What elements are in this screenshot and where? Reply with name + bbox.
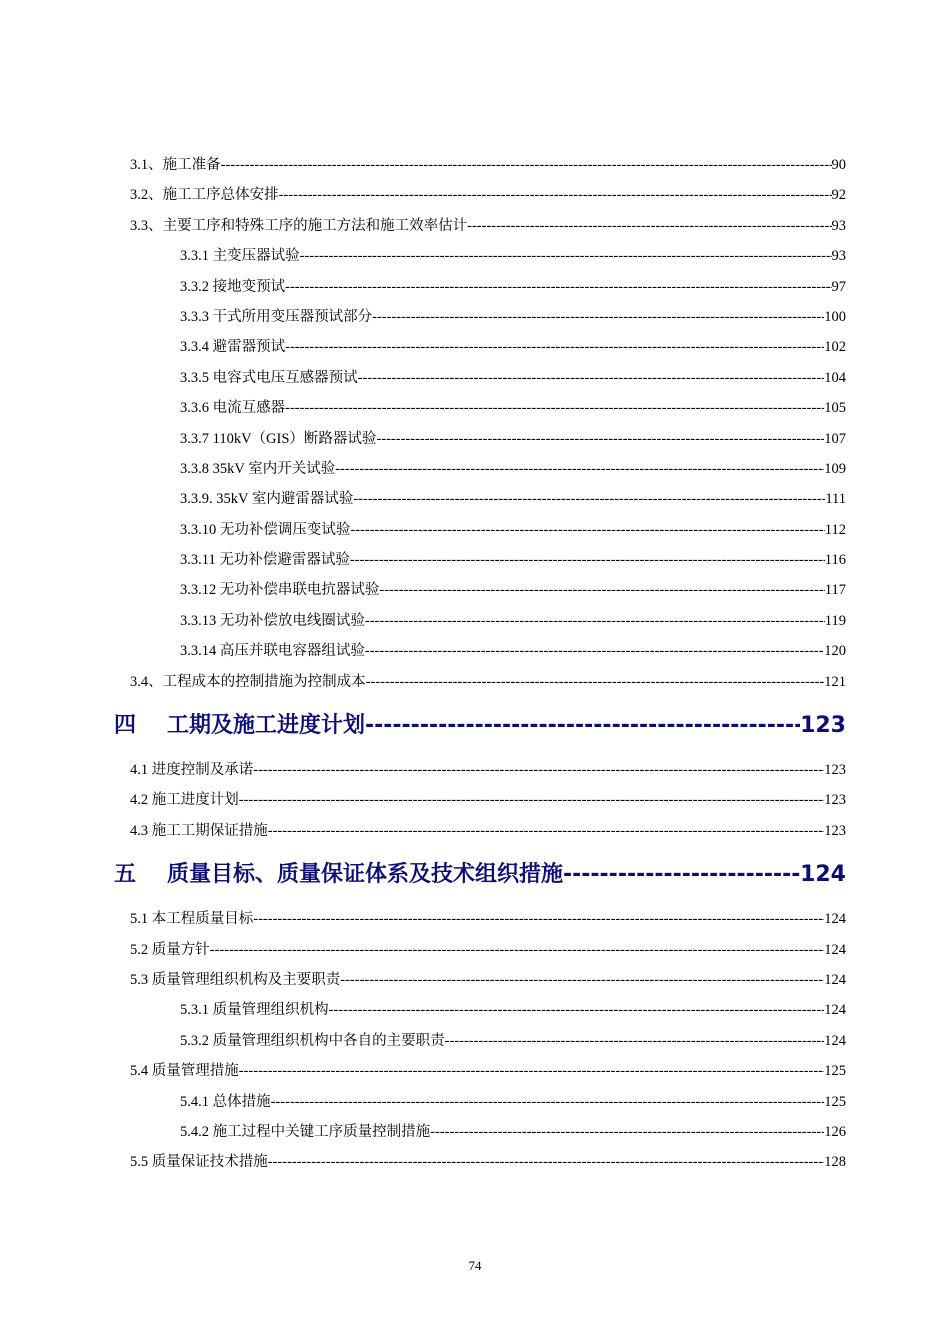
toc-chapter-heading[interactable] [114, 846, 846, 904]
toc-page-number: 124 [824, 1002, 846, 1019]
toc-entry-title: 5.1 本工程质量目标 [130, 911, 254, 928]
toc-page-number: 93 [831, 248, 846, 265]
toc-entry[interactable] [130, 755, 846, 785]
toc-entry[interactable] [130, 424, 846, 454]
toc-page-number: 105 [824, 400, 846, 417]
toc-entry[interactable] [130, 150, 846, 180]
toc-entry-title: 5.3.1 质量管理组织机构 [180, 1002, 329, 1019]
toc-entry-title: 4.3 施工工期保证措施 [130, 822, 268, 839]
toc-dot-leader [279, 180, 832, 210]
toc-dot-leader [329, 995, 825, 1025]
toc-dot-leader [365, 636, 824, 666]
toc-dot-leader [467, 211, 831, 241]
toc-entry[interactable] [130, 302, 846, 332]
toc-dot-leader [268, 816, 825, 846]
toc-entry-title: 3.3.12 无功补偿串联电抗器试验 [180, 582, 380, 599]
toc-dot-leader [271, 1087, 825, 1117]
toc-entry-title: 3.3.1 主变压器试验 [180, 248, 300, 265]
toc-entry[interactable] [130, 1026, 846, 1056]
toc-page-number: 116 [824, 552, 846, 569]
toc-entry-title: 5.4.2 施工过程中关键工序质量控制措施 [180, 1123, 431, 1140]
toc-page-number: 124 [824, 911, 846, 928]
toc-dot-leader [430, 1117, 824, 1147]
toc-dot-leader [350, 545, 825, 575]
toc-page-number: 90 [831, 157, 846, 173]
toc-page-number: 126 [824, 1123, 846, 1140]
toc-page-number: 124 [824, 971, 846, 988]
toc-entry-title: 4.2 施工进度计划 [130, 792, 239, 809]
toc-entry-title: 3.3.7 110kV（GIS）断路器试验 [180, 430, 377, 447]
toc-dot-leader [239, 785, 825, 815]
toc-entry-title: 3.3.2 接地变预试 [180, 278, 286, 295]
toc-page-number: 125 [824, 1093, 846, 1110]
toc-page-number: 124 [800, 862, 846, 888]
toc-entry[interactable] [130, 393, 846, 423]
toc-entry[interactable] [130, 484, 846, 514]
toc-dot-leader [379, 575, 824, 605]
toc-entry[interactable] [130, 995, 846, 1025]
page-number: 74 [468, 1258, 482, 1273]
toc-page-number: 123 [824, 792, 846, 809]
toc-page-number: 123 [824, 822, 846, 839]
toc-page-number: 104 [824, 369, 846, 386]
toc-entry[interactable] [130, 1087, 846, 1117]
toc-entry-title: 3.3.6 电流互感器 [180, 400, 286, 417]
toc-entry[interactable] [130, 636, 846, 666]
toc-page-number: 123 [824, 762, 846, 779]
toc-dot-leader [358, 363, 825, 393]
chapter-number: 四 [114, 713, 138, 739]
toc-dot-leader [445, 1026, 825, 1056]
toc-entry[interactable] [130, 332, 846, 362]
toc-entry[interactable] [130, 935, 846, 965]
toc-entry-title: 4.1 进度控制及承诺 [130, 762, 254, 779]
toc-entry-title: 5.4 质量管理措施 [130, 1063, 239, 1080]
toc-page-number: 97 [831, 278, 846, 295]
toc-dot-leader [335, 454, 824, 484]
toc-entry-title: 3.3.9. 35kV 室内避雷器试验 [180, 491, 354, 508]
toc-entry-title: 3.3.4 避雷器预试 [180, 339, 286, 356]
toc-page-number: 109 [824, 460, 846, 477]
toc-entry-title [114, 846, 563, 904]
toc-entry[interactable] [130, 454, 846, 484]
toc-page-number: 119 [824, 612, 846, 629]
toc-dot-leader [340, 965, 824, 995]
toc-page-number: 128 [824, 1154, 846, 1171]
toc-entry-title: 5.3.2 质量管理组织机构中各自的主要职责 [180, 1032, 445, 1049]
toc-dot-leader [365, 606, 825, 636]
toc-entry[interactable] [130, 241, 846, 271]
chapter-number: 五 [114, 862, 138, 888]
toc-entry[interactable] [130, 515, 846, 545]
toc-dot-leader [376, 424, 824, 454]
toc-dot-leader [365, 697, 800, 755]
toc-entry[interactable] [130, 272, 846, 302]
toc-entry-title: 3.3.3 干式所用变压器预试部分 [180, 308, 373, 325]
toc-entry-title: 5.4.1 总体措施 [180, 1093, 271, 1110]
toc-page-number: 124 [824, 1032, 846, 1049]
toc-dot-leader [350, 515, 824, 545]
toc-entry-title: 5.3 质量管理组织机构及主要职责 [130, 971, 341, 988]
toc-page-number: 121 [824, 673, 846, 690]
toc-dot-leader [353, 484, 825, 514]
toc-entry-title: 3.4、工程成本的控制措施为控制成本 [130, 673, 366, 690]
toc-entry-title: 3.3.5 电容式电压互感器预试 [180, 369, 358, 386]
toc-page-number: 120 [824, 643, 846, 660]
toc-entry-title: 5.2 质量方针 [130, 941, 210, 958]
toc-entry-title [114, 697, 365, 755]
toc-page-number: 123 [800, 713, 846, 739]
toc-page-number: 125 [824, 1063, 846, 1080]
table-of-contents [114, 150, 846, 1178]
chapter-title: 工期及施工进度计划 [167, 713, 366, 739]
toc-page-number: 100 [824, 308, 846, 325]
toc-entry[interactable] [130, 575, 846, 605]
toc-dot-leader [372, 302, 824, 332]
toc-page-number: 107 [824, 430, 846, 447]
chapter-title: 质量目标、质量保证体系及技术组织措施 [167, 862, 564, 888]
toc-entry[interactable] [130, 1056, 846, 1086]
toc-entry-title: 3.1、施工准备 [130, 157, 221, 173]
toc-entry[interactable] [130, 1117, 846, 1147]
toc-entry[interactable] [130, 180, 846, 210]
toc-entry[interactable] [130, 363, 846, 393]
toc-entry-title: 3.3.11 无功补偿避雷器试验 [180, 552, 350, 569]
toc-entry[interactable] [130, 785, 846, 815]
toc-page-number: 111 [825, 491, 846, 508]
toc-entry-title: 3.3、主要工序和特殊工序的施工方法和施工效率估计 [130, 217, 468, 234]
toc-entry-title: 3.2、施工工序总体安排 [130, 187, 279, 204]
toc-dot-leader [366, 667, 825, 697]
toc-dot-leader [221, 150, 832, 180]
toc-entry[interactable] [130, 965, 846, 995]
toc-page-number: 93 [831, 217, 846, 234]
toc-entry[interactable] [130, 816, 846, 846]
toc-entry-title: 5.5 质量保证技术措施 [130, 1154, 268, 1171]
toc-entry[interactable] [130, 1147, 846, 1177]
toc-dot-leader [210, 935, 825, 965]
toc-dot-leader [239, 1056, 825, 1086]
toc-page-number: 117 [824, 582, 846, 599]
toc-page-number: 102 [824, 339, 846, 356]
toc-entry-title: 3.3.13 无功补偿放电线圈试验 [180, 612, 365, 629]
toc-entry[interactable] [130, 211, 846, 241]
toc-page-number: 112 [824, 521, 846, 538]
toc-dot-leader [563, 846, 800, 904]
toc-dot-leader [285, 393, 824, 423]
toc-dot-leader [268, 1147, 825, 1177]
toc-entry-title: 3.3.14 高压并联电容器组试验 [180, 643, 365, 660]
toc-dot-leader [253, 904, 824, 934]
toc-entry[interactable] [130, 667, 846, 697]
toc-entry[interactable] [130, 606, 846, 636]
toc-chapter-heading[interactable] [114, 697, 846, 755]
toc-entry[interactable] [130, 545, 846, 575]
toc-dot-leader [285, 332, 824, 362]
toc-entry-title: 3.3.10 无功补偿调压变试验 [180, 521, 351, 538]
toc-entry[interactable] [130, 904, 846, 934]
toc-dot-leader [285, 272, 831, 302]
toc-dot-leader [300, 241, 832, 271]
toc-page-number: 92 [831, 187, 846, 204]
toc-entry-title: 3.3.8 35kV 室内开关试验 [180, 460, 336, 477]
toc-dot-leader [253, 755, 824, 785]
toc-page-number: 124 [824, 941, 846, 958]
